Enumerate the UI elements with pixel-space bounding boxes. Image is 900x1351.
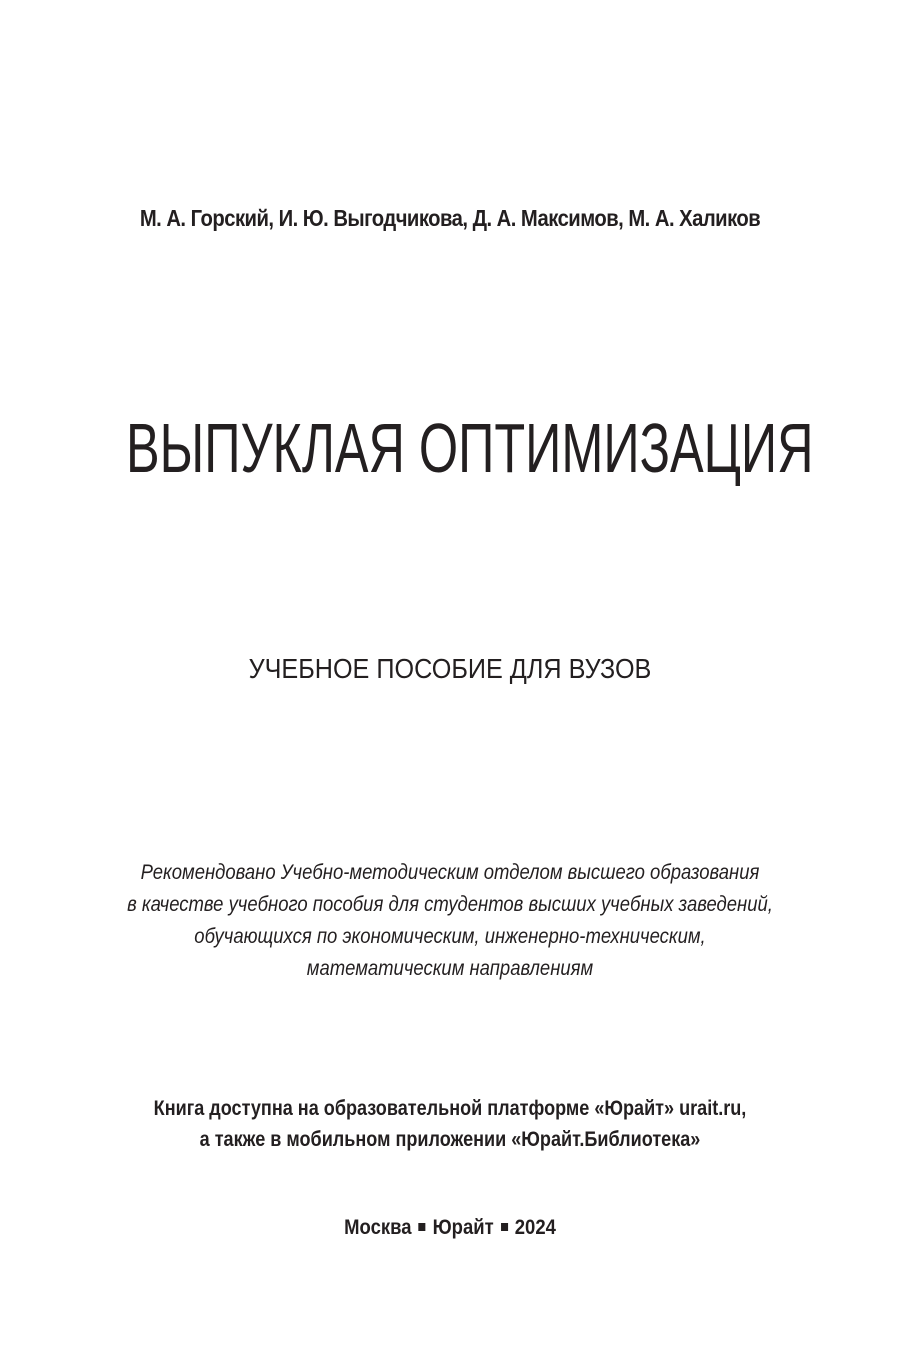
recommendation-line: Рекомендовано Учебно-методическим отделом высшего образования [140, 861, 760, 884]
availability-line: а также в мобильном приложении «Юрайт.Библиотека» [199, 1128, 701, 1151]
square-separator-icon [419, 1223, 426, 1231]
recommendation-note [54, 857, 846, 985]
book-subtitle: УЧЕБНОЕ ПОСОБИЕ ДЛЯ ВУЗОВ [248, 653, 652, 684]
recommendation-line: обучающихся по экономическим, инженерно-техническим, [194, 925, 706, 948]
imprint-publisher: Юрайт [432, 1216, 494, 1239]
book-title: ВЫПУКЛАЯ ОПТИМИЗАЦИЯ [126, 409, 814, 487]
recommendation-line: математическим направлениям [306, 957, 594, 980]
imprint-city: Москва [344, 1216, 412, 1239]
recommendation-line: в качестве учебного пособия для студентов высших учебных заведений, [127, 893, 773, 916]
imprint [54, 1213, 846, 1243]
square-separator-icon [501, 1223, 508, 1231]
authors: М. А. Горский, И. Ю. Выгодчикова, Д. А. Максимов, М. А. Халиков [139, 205, 761, 231]
imprint-year: 2024 [514, 1216, 556, 1239]
availability-line: Книга доступна на образовательной платформе «Юрайт» urait.ru, [153, 1097, 747, 1120]
availability-note [63, 1093, 837, 1155]
